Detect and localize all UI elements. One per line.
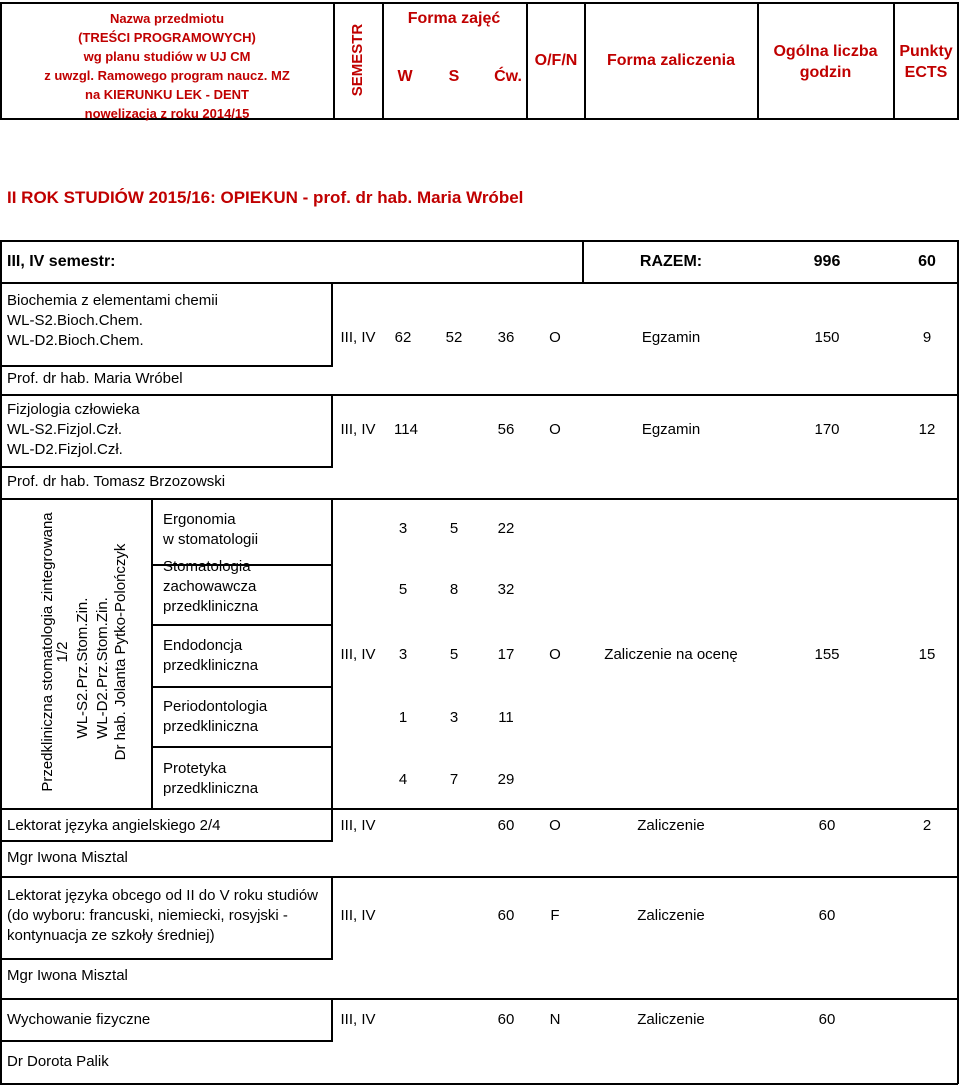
hours-cell: 60 xyxy=(818,1011,836,1028)
course-name-divider xyxy=(331,282,333,365)
header-top-border xyxy=(0,2,958,4)
course-name-line: Lektorat języka obcego od II do V roku studiów xyxy=(7,887,319,904)
subject-header-line: wg planu studiów w UJ CM xyxy=(83,49,251,64)
semester-cell: III, IV xyxy=(340,421,376,438)
semester-cell: III, IV xyxy=(340,817,376,834)
ofn-cell: F xyxy=(550,907,560,924)
subcourse-name-line: Protetyka xyxy=(163,760,227,777)
w-header: W xyxy=(397,68,413,85)
cw-cell: 32 xyxy=(497,581,515,598)
course-name: Lektorat języka angielskiego 2/4 xyxy=(7,817,221,834)
cw-cell: 36 xyxy=(497,329,515,346)
subcourse-name xyxy=(163,759,258,799)
course-name-line: WL-S2.Bioch.Chem. xyxy=(7,312,143,329)
semester-cell: III, IV xyxy=(340,907,376,924)
s-cell: 52 xyxy=(445,329,463,346)
row-divider xyxy=(0,876,958,878)
razem-hours: 996 xyxy=(813,253,841,270)
subcourse-divider xyxy=(151,686,333,688)
course-name-divider xyxy=(331,394,333,468)
form-cell: Zaliczenie na ocenę xyxy=(604,646,738,663)
w-cell: 4 xyxy=(398,771,408,788)
cw-cell: 60 xyxy=(497,907,515,924)
row-divider xyxy=(0,998,958,1000)
rotated-course-part: 1/2 xyxy=(54,641,71,663)
row-divider xyxy=(0,394,958,396)
s-cell: 8 xyxy=(449,581,459,598)
forma-zaliczenia-header: Forma zaliczenia xyxy=(606,52,736,69)
row-divider xyxy=(0,282,958,284)
w-cell: 1 xyxy=(398,709,408,726)
ects-cell: 9 xyxy=(922,329,932,346)
subcourse-name-line: Periodontologia xyxy=(163,698,268,715)
teacher-divider xyxy=(0,840,333,842)
w-cell: 62 xyxy=(394,329,412,346)
course-name-line: Fizjologia człowieka xyxy=(7,401,140,418)
block-divider xyxy=(151,498,153,808)
subject-header xyxy=(2,9,332,123)
course-name xyxy=(7,291,218,351)
cw-cell: 29 xyxy=(497,771,515,788)
subcourse-name xyxy=(163,510,258,550)
rotated-course-code: WL-D2.Prz.Stom.Zin. xyxy=(94,597,111,739)
godzin-line: godzin xyxy=(799,64,852,81)
semester-cell: III, IV xyxy=(340,646,376,663)
course-name-divider xyxy=(331,876,333,958)
subcourse-name-line: Stomatologia xyxy=(163,558,251,575)
subcourse-name xyxy=(163,557,258,617)
subject-header-line: nowelizacja z roku 2014/15 xyxy=(84,106,250,121)
subcourse-name xyxy=(163,636,258,676)
hours-cell: 150 xyxy=(814,329,840,346)
course-name-line: WL-D2.Bioch.Chem. xyxy=(7,332,144,349)
w-cell: 3 xyxy=(398,520,408,537)
subcourse-name-line: w stomatologii xyxy=(163,531,259,548)
ofn-cell: O xyxy=(549,329,561,346)
form-cell: Zaliczenie xyxy=(637,817,705,834)
ofn-cell: O xyxy=(549,421,561,438)
punkty-line: Punkty xyxy=(899,43,953,60)
w-cell: 3 xyxy=(398,646,408,663)
subject-header-line: z uwzgl. Ramowego program naucz. MZ xyxy=(44,68,290,83)
subcourse-divider xyxy=(151,624,333,626)
course-name-line: WL-D2.Fizjol.Czł. xyxy=(7,441,123,458)
ogolna-liczba-line: Ogólna liczba xyxy=(773,43,878,60)
ects-cell: 2 xyxy=(922,817,932,834)
hours-cell: 155 xyxy=(814,646,840,663)
semester-cell: III, IV xyxy=(340,329,376,346)
s-header: S xyxy=(448,68,460,85)
course-name xyxy=(7,886,318,946)
w-cell: 5 xyxy=(398,581,408,598)
cw-cell: 60 xyxy=(497,1011,515,1028)
teacher-name: Dr Dorota Palik xyxy=(7,1053,109,1070)
rotated-course-code: WL-S2.Prz.Stom.Zin. xyxy=(74,597,91,739)
form-cell: Zaliczenie xyxy=(637,1011,705,1028)
ects-line: ECTS xyxy=(904,64,948,81)
subcourse-name-line: zachowawcza xyxy=(163,578,257,595)
s-cell: 5 xyxy=(449,520,459,537)
teacher-name: Mgr Iwona Misztal xyxy=(7,849,128,866)
cw-cell: 22 xyxy=(497,520,515,537)
block-divider xyxy=(331,498,333,808)
ects-cell: 15 xyxy=(918,646,936,663)
subcourse-name-line: przedkliniczna xyxy=(163,598,259,615)
row-divider xyxy=(0,498,958,500)
row-divider xyxy=(0,808,958,810)
ofn-cell: N xyxy=(549,1011,561,1028)
ofn-cell: O xyxy=(549,646,561,663)
ofn-cell: O xyxy=(549,817,561,834)
cw-cell: 17 xyxy=(497,646,515,663)
form-cell: Egzamin xyxy=(641,421,701,438)
cw-cell: 56 xyxy=(497,421,515,438)
hours-cell: 170 xyxy=(814,421,840,438)
subject-header-line: na KIERUNKU LEK - DENT xyxy=(85,87,249,102)
teacher-name: Prof. dr hab. Maria Wróbel xyxy=(7,370,183,387)
course-name-line: Biochemia z elementami chemii xyxy=(7,292,218,309)
subject-header-line: Nazwa przedmiotu xyxy=(109,11,225,26)
course-name-line: kontynuacja ze szkoły średniej) xyxy=(7,927,215,944)
course-name xyxy=(7,400,140,460)
teacher-name: Prof. dr hab. Tomasz Brzozowski xyxy=(7,473,226,490)
forma-zajec-header: Forma zajęć xyxy=(407,10,501,27)
subcourse-name-line: Endodoncja xyxy=(163,637,243,654)
teacher-divider xyxy=(0,958,333,960)
subcourse-name-line: Ergonomia xyxy=(163,511,236,528)
teacher-divider xyxy=(0,466,333,468)
s-cell: 7 xyxy=(449,771,459,788)
s-cell: 3 xyxy=(449,709,459,726)
razem-label: RAZEM: xyxy=(639,253,703,270)
course-name-line: (do wyboru: francuski, niemiecki, rosyjski - xyxy=(7,907,288,924)
ects-cell: 12 xyxy=(918,421,936,438)
w-cell: 114 xyxy=(394,421,418,438)
ogolna-liczba-header xyxy=(759,41,892,83)
hours-cell: 60 xyxy=(818,817,836,834)
year-title: II ROK STUDIÓW 2015/16: OPIEKUN - prof. dr hab. Maria Wróbel xyxy=(7,188,524,207)
course-name: Wychowanie fizyczne xyxy=(7,1011,151,1028)
s-cell: 5 xyxy=(449,646,459,663)
rotated-course-title: Przedkliniczna stomatologia zintegrowana xyxy=(39,512,56,792)
semester-label: III, IV semestr: xyxy=(7,253,116,270)
header-divider xyxy=(333,2,335,120)
course-name-line: WL-S2.Fizjol.Czł. xyxy=(7,421,123,438)
form-cell: Zaliczenie xyxy=(637,907,705,924)
teacher-divider xyxy=(0,365,333,367)
cw-header: Ćw. xyxy=(494,68,522,85)
razem-ects: 60 xyxy=(918,253,936,270)
ofn-header: O/F/N xyxy=(534,52,578,69)
teacher-name: Mgr Iwona Misztal xyxy=(7,967,128,984)
subject-header-line: (TREŚCI PROGRAMOWYCH) xyxy=(78,30,256,45)
subcourse-name-line: przedkliniczna xyxy=(163,780,259,797)
header-divider xyxy=(957,2,959,120)
semester-cell: III, IV xyxy=(340,1011,376,1028)
subcourse-name-line: przedkliniczna xyxy=(163,718,259,735)
cw-cell: 11 xyxy=(498,709,514,726)
table-border xyxy=(0,240,958,242)
cw-cell: 60 xyxy=(497,817,515,834)
ects-header xyxy=(895,41,957,83)
subcourse-divider xyxy=(151,746,333,748)
subcourse-name-line: przedkliniczna xyxy=(163,657,259,674)
subcourse-name xyxy=(163,697,267,737)
course-name-divider xyxy=(331,998,333,1040)
semestr-header: SEMESTR xyxy=(349,23,366,97)
rotated-teacher: Dr hab. Jolanta Pytko-Polończyk xyxy=(112,543,129,761)
course-name-divider xyxy=(331,808,333,840)
hours-cell: 60 xyxy=(818,907,836,924)
form-cell: Egzamin xyxy=(641,329,701,346)
teacher-divider xyxy=(0,1040,333,1042)
